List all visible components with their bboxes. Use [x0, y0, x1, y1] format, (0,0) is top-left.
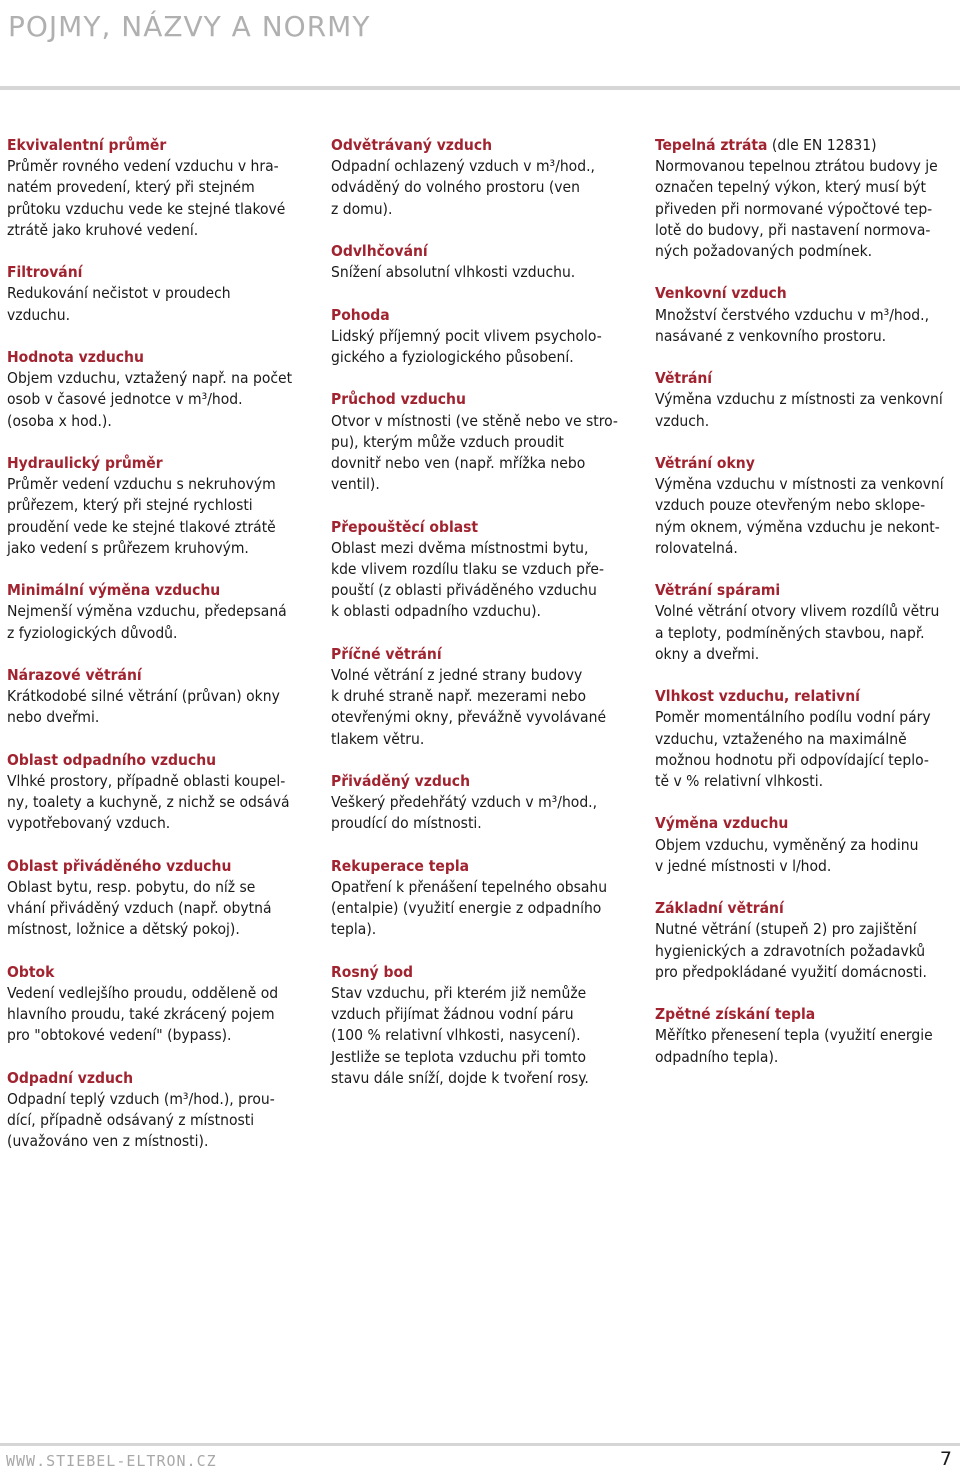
glossary-entry [7, 856, 307, 941]
glossary-term [7, 962, 307, 983]
glossary-entry [7, 453, 307, 559]
glossary-definition: Odpadní ochlazený vzduch v m³/hod., odváděný do volného prostoru (ven z domu). [331, 157, 595, 218]
glossary-term-text: Ekvivalentní průměr [7, 136, 167, 154]
glossary-term [331, 644, 631, 665]
glossary-term [7, 665, 307, 686]
glossary-term-text: Větrání spárami [655, 581, 781, 600]
glossary-definition: Opatření k přenášení tepelného obsahu (entalpie) (využití energie z odpadního tepla). [331, 878, 608, 939]
glossary-term-text: Nárazové větrání [7, 666, 142, 684]
glossary-term-text: Minimální výměna vzduchu [7, 581, 221, 600]
glossary-term [7, 347, 307, 368]
glossary-definition: Průměr vedení vzduchu s nekruhovým průřezem, který při stejné rychlosti proudění vede ke stejné tlakové ztrátě jako vedení s průřezem kruhovým. [7, 475, 276, 557]
glossary-entry [331, 305, 631, 369]
glossary-entry [655, 453, 955, 559]
glossary-definition: Krátkodobé silné větrání (průvan) okny nebo dveřmi. [7, 687, 280, 727]
glossary-definition: Odpadní teplý vzduch (m³/hod.), prou- dící, případně odsávaný z místnosti (uvažováno ven z místnosti). [7, 1090, 275, 1151]
glossary-definition: Lidský příjemný pocit vlivem psycholo- gického a fyziologického působení. [331, 326, 602, 366]
glossary-term [7, 580, 307, 601]
glossary-entry [7, 347, 307, 432]
glossary-entry [655, 686, 955, 792]
glossary-definition: Vlhké prostory, případně oblasti koupel- ny, toalety a kuchyně, z nichž se odsává vypotřebovaný vzduch. [7, 772, 290, 833]
glossary-term-text: Odpadní vzduch [7, 1068, 134, 1087]
glossary-term-text: Přiváděný vzduch [331, 772, 470, 790]
glossary-term [655, 283, 955, 304]
glossary-entry [7, 962, 307, 1047]
glossary-term-text: Venkovní vzduch [655, 284, 787, 303]
glossary-entry [7, 665, 307, 729]
glossary-term [655, 813, 955, 834]
glossary-definition: Výměna vzduchu z místnosti za venkovní vzduch. [655, 390, 943, 430]
glossary-entry [7, 135, 307, 241]
glossary-term-text: Výměna vzduchu [655, 814, 789, 833]
glossary-term [655, 135, 955, 156]
glossary-definition: Nejmenší výměna vzduchu, předepsaná z fyziologických důvodů. [7, 602, 287, 642]
glossary-definition: Poměr momentálního podílu vodní páry vzduchu, vztaženého na maximálně možnou hodnotu při odpovídající teplo- tě v % relativní vlhkosti. [655, 708, 931, 791]
glossary-term [331, 135, 631, 156]
glossary-term-text: Odvlhčování [331, 242, 428, 260]
glossary-term-text: Větrání [655, 369, 713, 388]
glossary-definition: Vedení vedlejšího proudu, odděleně od hlavního proudu, také zkrácený pojem pro "obtokové vedení" (bypass). [7, 984, 279, 1045]
glossary-term [655, 368, 955, 389]
glossary-term [7, 262, 307, 283]
glossary-entry [655, 1004, 955, 1068]
glossary-term-text: Oblast přiváděného vzduchu [7, 856, 232, 875]
glossary-term-text: Přepouštěcí oblast [331, 517, 479, 536]
glossary-entry [331, 771, 631, 835]
glossary-term [7, 1068, 307, 1089]
glossary-definition: Normovanou tepelnou ztrátou budovy je označen tepelný výkon, který musí být přiveden při normované výpočtové tep- lotě do budovy, při nastavení normova- ných požadovaných podmínek. [655, 157, 938, 261]
page-title: POJMY, NÁZVY A NORMY [8, 10, 371, 43]
glossary-term [655, 580, 955, 601]
glossary-term [655, 686, 955, 707]
glossary-entry [655, 135, 955, 262]
glossary-definition: Otvor v místnosti (ve stěně nebo ve stro- pu), kterým může vzduch proudit dovnitř nebo ven (např. mřížka nebo ventil). [331, 411, 618, 494]
glossary-entry [331, 241, 631, 283]
glossary-definition: Volné větrání z jedné strany budovy k druhé straně např. mezerami nebo otevřenými okny, převážně vyvolávané tlakem větru. [331, 666, 607, 748]
glossary-term-text: Rosný bod [331, 962, 414, 981]
glossary-entry [655, 368, 955, 432]
glossary-term [331, 389, 631, 410]
glossary-definition: Snížení absolutní vlhkosti vzduchu. [331, 263, 576, 282]
glossary-term [7, 856, 307, 877]
glossary-entry [331, 135, 631, 220]
glossary-term-text: Tepelná ztráta [655, 136, 768, 154]
glossary-term-text: Průchod vzduchu [331, 390, 466, 409]
glossary-term [655, 1004, 955, 1025]
glossary-term-text: Obtok [7, 962, 55, 981]
glossary-entry [655, 283, 955, 347]
glossary-definition: Stav vzduchu, při kterém již nemůže vzduch přijímat žádnou vodní páru (100 % relativní vlhkosti, nasycení). Jestliže se teplota vzduchu při tomto stavu dále sníží, dojde k tvoření rosy. [331, 984, 589, 1087]
glossary-entry [331, 644, 631, 750]
glossary-entry [331, 962, 631, 1089]
glossary-entry [655, 580, 955, 665]
glossary-entry [7, 580, 307, 644]
glossary-term [7, 453, 307, 474]
glossary-term [7, 750, 307, 771]
glossary-term-text: Odvětrávaný vzduch [331, 136, 493, 154]
glossary-entry [655, 898, 955, 983]
glossary-definition: Objem vzduchu, vyměněný za hodinu v jedné místnosti v l/hod. [655, 835, 919, 875]
glossary-term [655, 898, 955, 919]
glossary-term-note: (dle EN 12831) [767, 136, 877, 154]
glossary-term [331, 856, 631, 877]
glossary-definition: Volné větrání otvory vlivem rozdílů větru a teploty, podmíněných stavbou, např. okny a dveřmi. [655, 602, 940, 663]
glossary-entry [331, 517, 631, 623]
glossary-term-text: Oblast odpadního vzduchu [7, 750, 217, 769]
glossary-term-text: Rekuperace tepla [331, 856, 470, 875]
glossary-term-text: Vlhkost vzduchu, relativní [655, 687, 860, 706]
glossary-term-text: Základní větrání [655, 899, 784, 918]
glossary-term [331, 241, 631, 262]
footer-divider [0, 1443, 960, 1446]
glossary-term [7, 135, 307, 156]
glossary-term-text: Hodnota vzduchu [7, 348, 144, 366]
glossary-definition: Nutné větrání (stupeň 2) pro zajištění hygienických a zdravotních požadavků pro předpokládané využití domácnosti. [655, 920, 927, 981]
glossary-entry [331, 389, 631, 495]
glossary-term [655, 453, 955, 474]
glossary-definition: Objem vzduchu, vztažený např. na počet osob v časové jednotce v m³/hod. (osoba x hod.). [7, 369, 293, 430]
glossary-entry [331, 856, 631, 941]
glossary-entry [655, 813, 955, 877]
glossary-definition: Měřítko přenesení tepla (využití energie odpadního tepla). [655, 1026, 933, 1066]
glossary-column-3 [655, 135, 955, 1089]
footer-website-url[interactable]: WWW.STIEBEL-ELTRON.CZ [6, 1452, 217, 1470]
glossary-entry [7, 262, 307, 326]
glossary-term-text: Větrání okny [655, 454, 755, 472]
glossary-term-text: Příčné větrání [331, 644, 442, 663]
glossary-term [331, 517, 631, 538]
glossary-entry [7, 750, 307, 835]
glossary-term-text: Filtrování [7, 263, 83, 282]
glossary-definition: Redukování nečistot v proudech vzduchu. [7, 284, 231, 324]
glossary-definition: Průměr rovného vedení vzduchu v hra- natém provedení, který při stejném průtoku vzduchu vede ke stejné tlakové ztrátě jako kruhové vedení. [7, 157, 286, 239]
glossary-column-2 [331, 135, 631, 1110]
glossary-definition: Množství čerstvého vzduchu v m³/hod., nasávané z venkovního prostoru. [655, 305, 930, 345]
glossary-term-text: Pohoda [331, 305, 390, 324]
glossary-definition: Výměna vzduchu v místnosti za venkovní vzduch pouze otevřeným nebo sklope- ným oknem, výměna vzduchu je nekont- rolovatelná. [655, 475, 944, 557]
glossary-term [331, 771, 631, 792]
glossary-entry [7, 1068, 307, 1153]
glossary-definition: Veškerý předehřátý vzduch v m³/hod., proudící do místnosti. [331, 793, 598, 833]
glossary-term [331, 962, 631, 983]
glossary-definition: Oblast mezi dvěma místnostmi bytu, kde vlivem rozdílu tlaku se vzduch pře- pouští (z oblasti přiváděného vzduchu k oblasti odpadního vzduchu). [331, 538, 604, 621]
glossary-column-1 [7, 135, 307, 1174]
glossary-term-text: Hydraulický průměr [7, 454, 163, 472]
glossary-term [331, 305, 631, 326]
page-number: 7 [939, 1448, 952, 1470]
glossary-term-text: Zpětné získání tepla [655, 1005, 816, 1024]
glossary-definition: Oblast bytu, resp. pobytu, do níž se vhání přiváděný vzduch (např. obytná místnost, ložnice a dětský pokoj). [7, 878, 272, 939]
header-divider [0, 86, 960, 90]
